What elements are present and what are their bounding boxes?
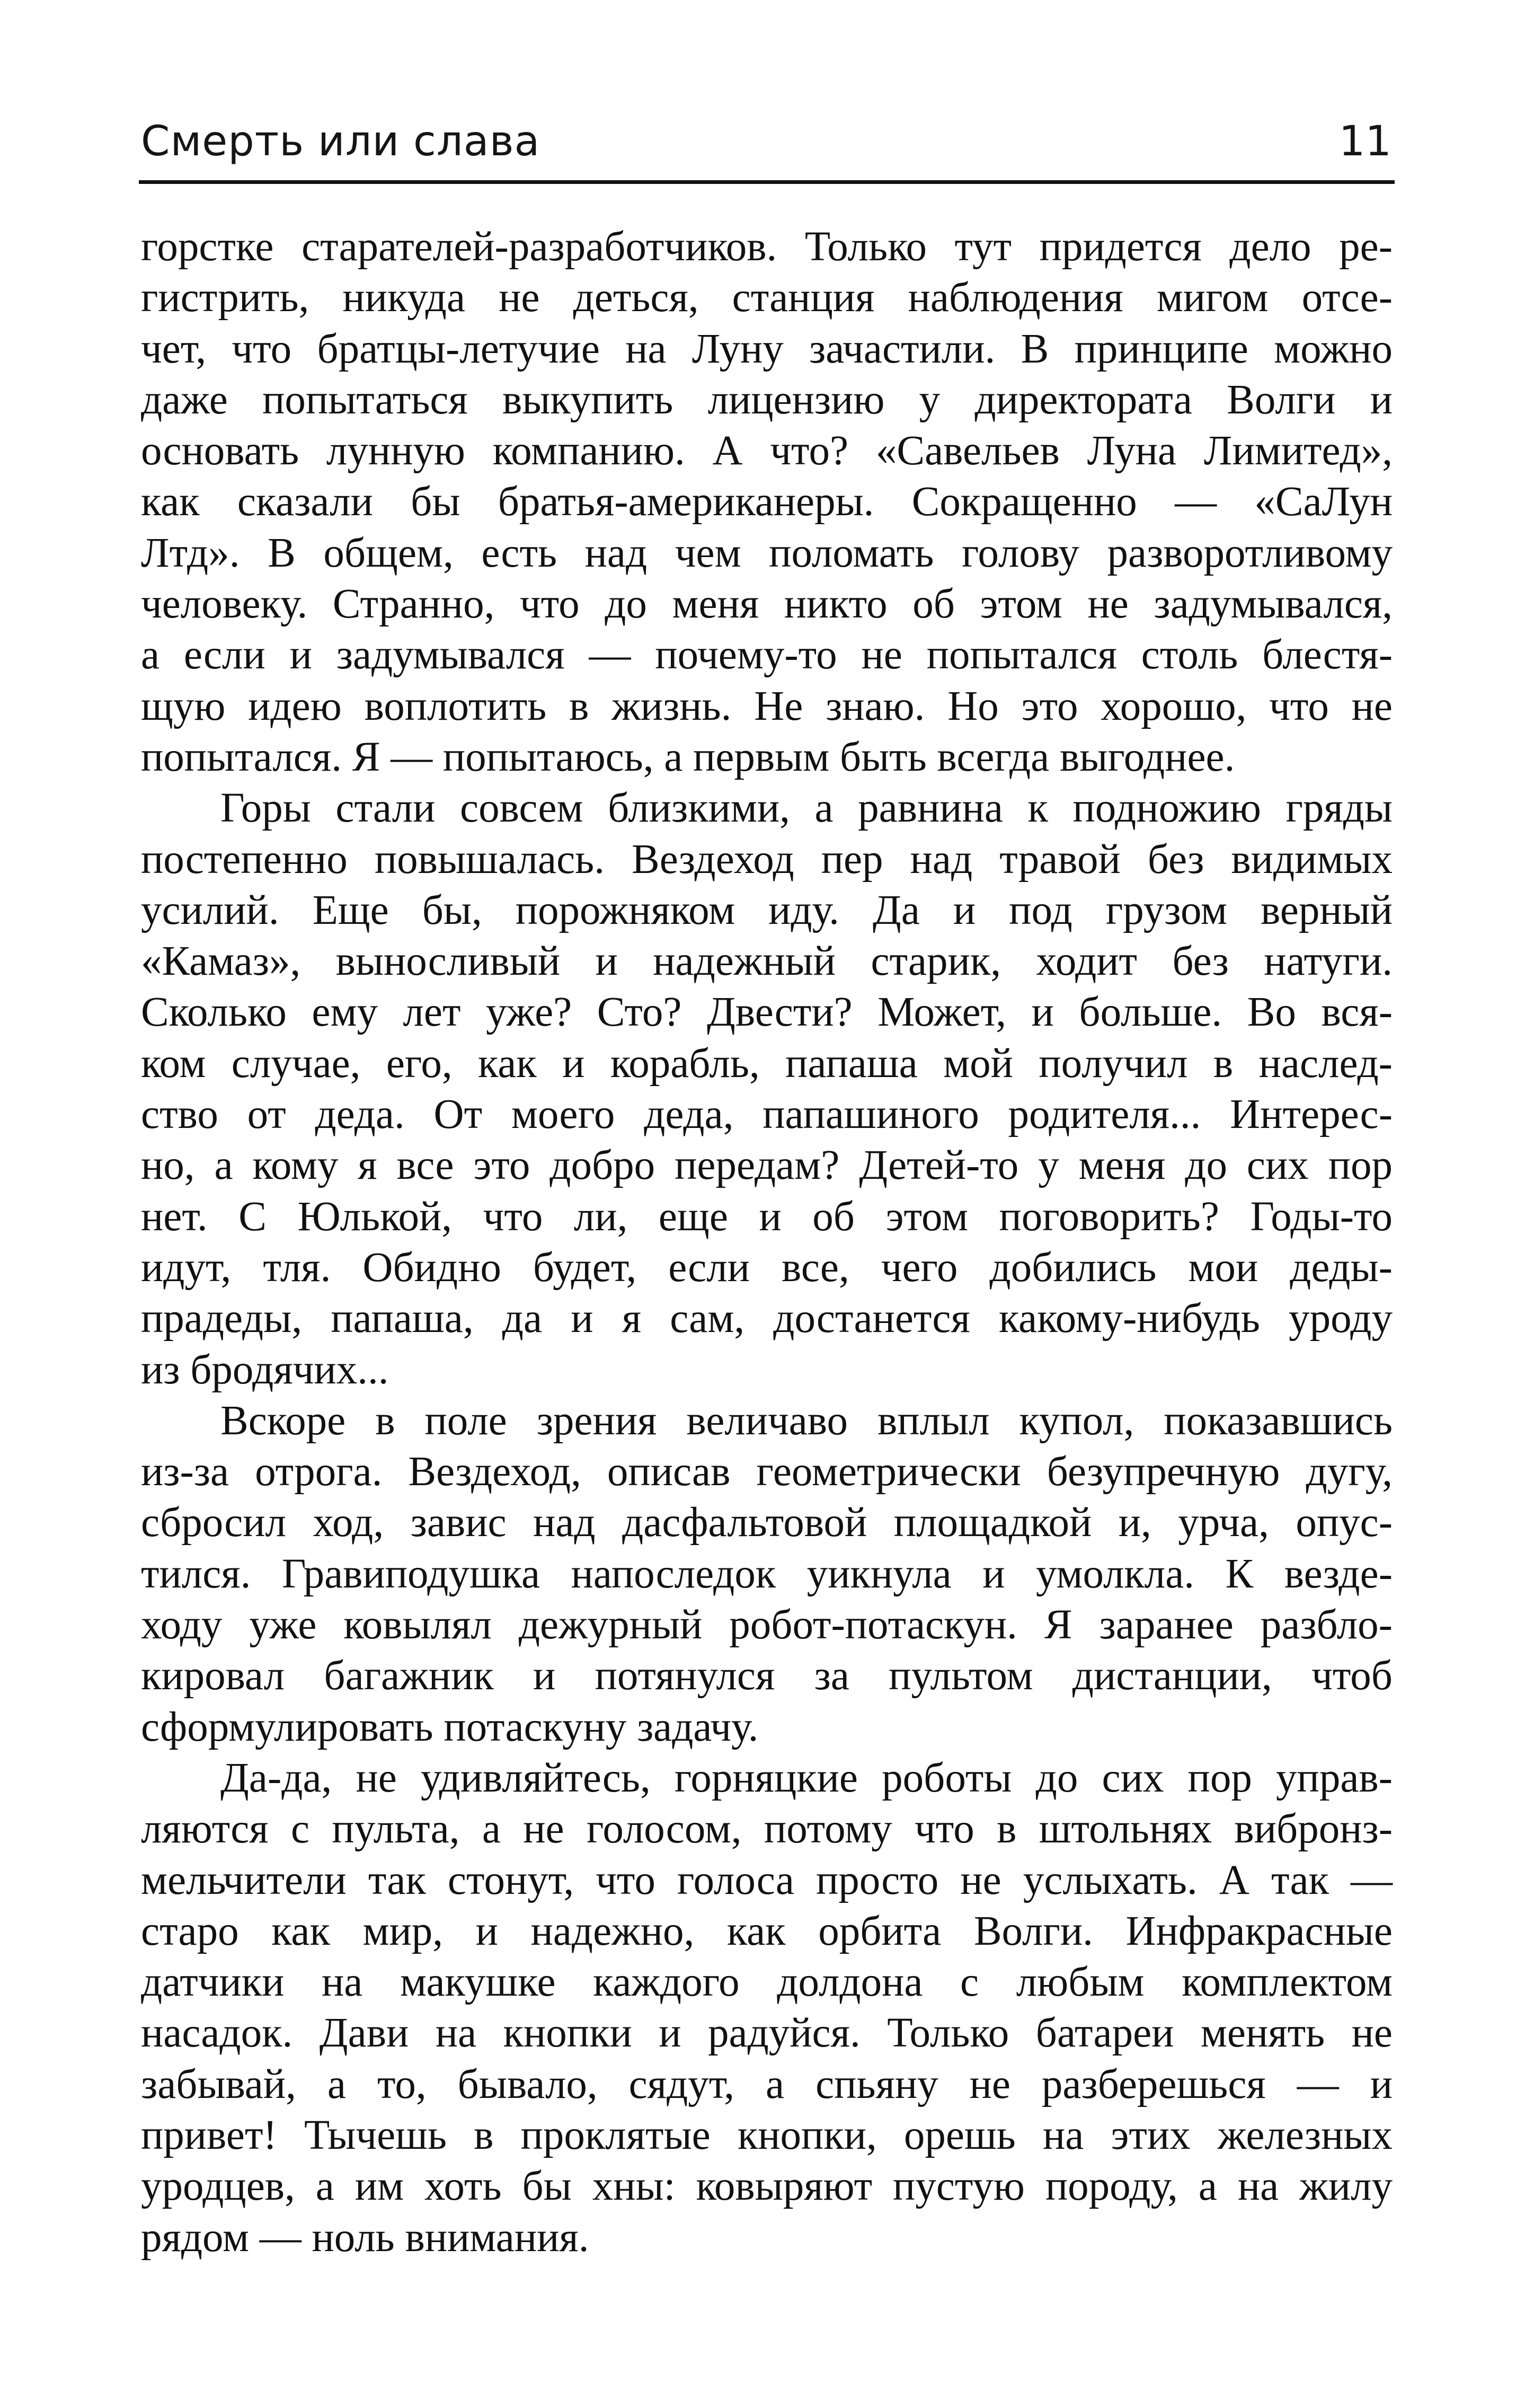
text-line: усилий. Еще бы, порожняком иду. Да и под грузом верный <box>141 887 1393 933</box>
text-line: из бродячих... <box>141 1346 389 1393</box>
text-line: основать лунную компанию. А что? «Савельев Луна Лимитед», <box>141 428 1393 474</box>
text-line: ляются с пульта, а не голосом, потому что в штольнях вибронз- <box>141 1806 1393 1853</box>
paragraph-4 <box>141 1753 1393 2263</box>
text-line: Вскоре в поле зрения величаво вплыл купол, показавшись <box>220 1397 1393 1444</box>
text-line: из-за отрога. Вездеход, описав геометрически безупречную дугу, <box>141 1449 1393 1495</box>
text-line: Да-да, не удивляйтесь, горняцкие роботы до сих пор управ- <box>220 1754 1393 1801</box>
text-line: «Камаз», выносливый и надежный старик, ходит без натуги. <box>141 938 1393 985</box>
text-line: рядом — ноль внимания. <box>141 2214 589 2261</box>
text-line: кировал багажник и потянулся за пультом дистанции, чтоб <box>141 1653 1393 1699</box>
text-line: датчики на макушке каждого долдона с любым комплектом <box>141 1959 1393 2006</box>
text-line: идут, тля. Обидно будет, если все, чего добились мои деды- <box>141 1244 1393 1291</box>
body-text <box>141 222 1393 2263</box>
text-line: гистрить, никуда не деться, станция наблюдения мигом отсе- <box>141 275 1393 321</box>
text-line: ходу уже ковылял дежурный робот-потаскун. Я заранее разбло- <box>141 1602 1393 1648</box>
book-title: Смерть или слава <box>141 118 540 165</box>
text-line: насадок. Дави на кнопки и радуйся. Только батареи менять не <box>141 2010 1393 2057</box>
page-number: 11 <box>1338 118 1391 165</box>
running-header <box>141 112 1391 171</box>
text-line: привет! Тычешь в проклятые кнопки, орешь на этих железных <box>141 2112 1393 2158</box>
text-line: даже попытаться выкупить лицензию у директората Волги и <box>141 376 1393 423</box>
text-line: горстке старателей-разработчиков. Только тут придется дело ре- <box>141 224 1393 270</box>
text-line: Лтд». В общем, есть над чем поломать голову разворотливому <box>141 530 1393 576</box>
paragraph-3 <box>141 1396 1393 1753</box>
text-line: а если и задумывался — почему-то не попытался столь блестя- <box>141 632 1393 678</box>
paragraph-1 <box>141 222 1393 783</box>
text-line: как сказали бы братья-американеры. Сокращенно — «СаЛун <box>141 479 1393 525</box>
text-line: мельчители так стонут, что голоса просто не услыхать. А так — <box>141 1857 1393 1903</box>
text-line: сформулировать потаскуну задачу. <box>141 1704 759 1750</box>
text-line: сбросил ход, завис над дасфальтовой площадкой и, урча, опус- <box>141 1500 1393 1546</box>
text-line: забывай, а то, бывало, сядут, а спьяну не разберешься — и <box>141 2061 1393 2107</box>
text-line: попытался. Я — попытаюсь, а первым быть всегда выгоднее. <box>141 734 1235 780</box>
text-line: ком случае, его, как и корабль, папаша мой получил в наслед- <box>141 1040 1393 1087</box>
paragraph-2 <box>141 783 1393 1396</box>
text-line: ство от деда. От моего деда, папашиного родителя... Интерес- <box>141 1091 1393 1138</box>
text-line: человеку. Странно, что до меня никто об этом не задумывался, <box>141 581 1393 628</box>
text-line: нет. С Юлькой, что ли, еще и об этом поговорить? Годы-то <box>141 1193 1393 1240</box>
text-line: прадеды, папаша, да и я сам, достанется какому-нибудь уроду <box>141 1295 1393 1342</box>
text-line: старо как мир, и надежно, как орбита Волги. Инфракрасные <box>141 1908 1393 1954</box>
text-line: но, а кому я все это добро передам? Детей-то у меня до сих пор <box>141 1142 1393 1189</box>
text-line: Сколько ему лет уже? Сто? Двести? Может, и больше. Во вся- <box>141 989 1393 1036</box>
text-line: чет, что братцы-летучие на Луну зачастили. В принципе можно <box>141 325 1393 372</box>
text-line: постепенно повышалась. Вездеход пер над травой без видимых <box>141 836 1393 883</box>
header-rule <box>139 180 1395 184</box>
text-line: щую идею воплотить в жизнь. Не знаю. Но это хорошо, что не <box>141 683 1393 729</box>
text-line: Горы стали совсем близкими, а равнина к подножию гряды <box>220 785 1393 832</box>
text-line: тился. Гравиподушка напоследок уикнула и умолкла. К везде- <box>141 1550 1393 1597</box>
text-line: уродцев, а им хоть бы хны: ковыряют пустую породу, а на жилу <box>141 2163 1393 2210</box>
